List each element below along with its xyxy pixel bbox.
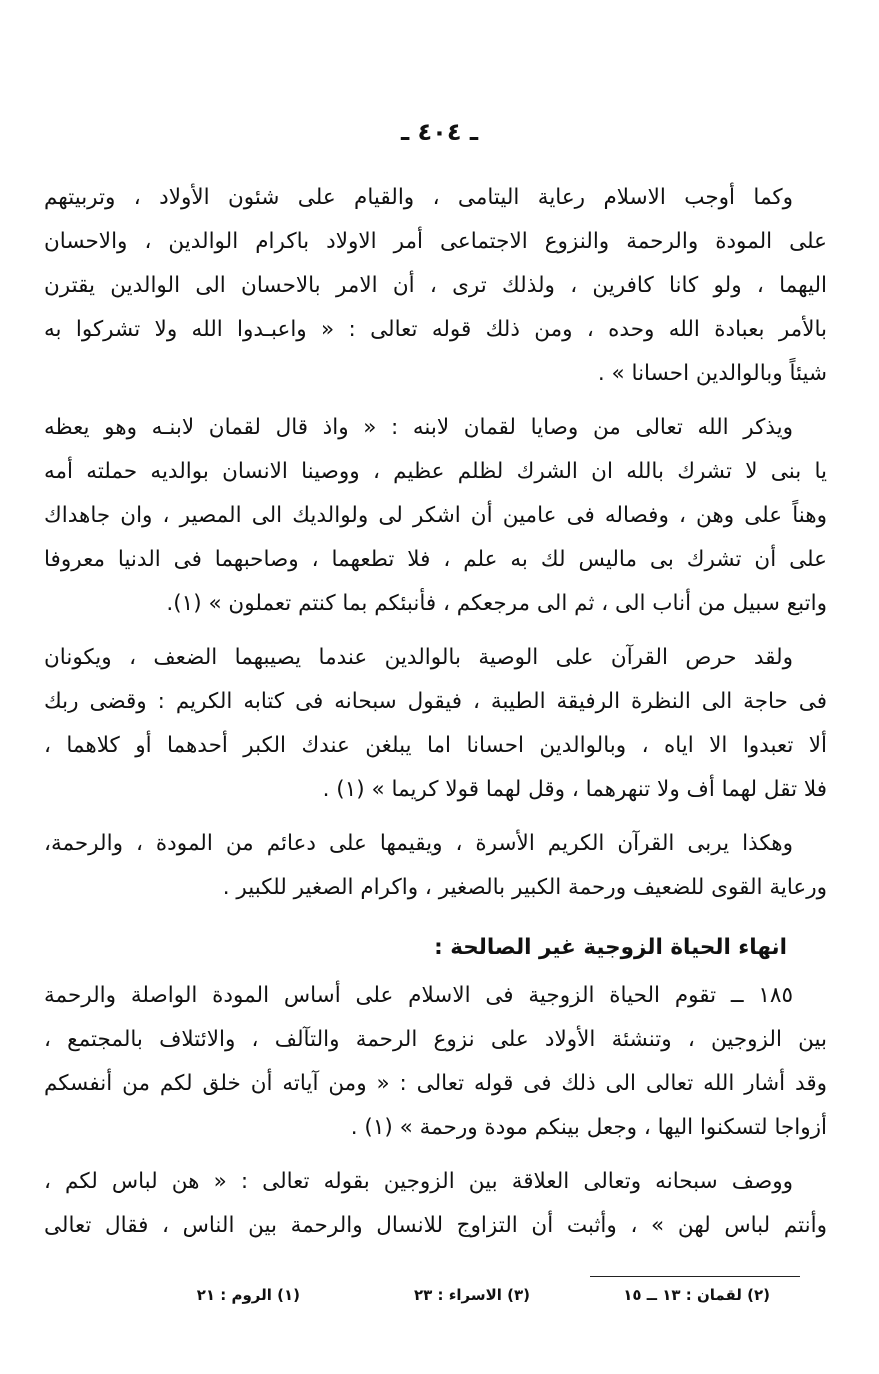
text-line: ويذكر الله تعالى من وصايا لقمان لابنه : « واذ قال لقمان لابنـه وهو يعظه bbox=[44, 415, 793, 440]
text-line: وهكذا يربى القرآن الكريم الأسرة ، ويقيمها على دعائم من المودة ، والرحمة، bbox=[44, 831, 793, 856]
text-line: اليهما ، ولو كانا كافرين ، ولذلك ترى ، أن الامر بالاحسان الى الوالدين يقترن bbox=[44, 273, 827, 298]
footnote: (١) الروم : ٢١ bbox=[196, 1286, 300, 1304]
text-line: وكما أوجب الاسلام رعاية اليتامى ، والقيام على شئون الأولاد ، وتربيتهم bbox=[44, 185, 793, 210]
text-line: ألا تعبدوا الا اياه ، وبالوالدين احسانا اما يبلغن عندك الكبر أحدهما أو كلاهما ، bbox=[44, 733, 827, 758]
paragraph-2 bbox=[44, 406, 827, 626]
footnote-divider bbox=[590, 1276, 800, 1277]
text-line: يا بنى لا تشرك بالله ان الشرك لظلم عظيم ، ووصينا الانسان بوالديه حملته أمه bbox=[44, 459, 827, 484]
text-line: ووصف سبحانه وتعالى العلاقة بين الزوجين بقوله تعالى : « هن لباس لكم ، bbox=[44, 1169, 793, 1194]
paragraph-gap bbox=[44, 1150, 827, 1160]
text-line: وأنتم لباس لهن » ، وأثبت أن التزاوج للانسال والرحمة بين الناس ، فقال تعالى bbox=[44, 1213, 827, 1238]
text-line: ولقد حرص القرآن على الوصية بالوالدين عندما يصيبهما الضعف ، ويكونان bbox=[44, 645, 793, 670]
text-line: بالأمر بعبادة الله وحده ، ومن ذلك قوله تعالى : « واعبـدوا الله ولا تشركوا به bbox=[44, 317, 827, 342]
paragraph-5 bbox=[44, 974, 827, 1150]
text-line: على أن تشرك بى ماليس لك به علم ، فلا تطعهما ، وصاحبهما فى الدنيا معروفا bbox=[44, 547, 827, 572]
text-line: ورعاية القوى للضعيف ورحمة الكبير بالصغير ، واكرام الصغير للكبير . bbox=[222, 875, 827, 900]
text-line: على المودة والرحمة والنزوع الاجتماعى أمر الاولاد باكرام الوالدين ، والاحسان bbox=[44, 229, 827, 254]
text-line: فلا تقل لهما أف ولا تنهرهما ، وقل لهما قولا كريما » (١) . bbox=[322, 777, 827, 802]
text-line: فى حاجة الى النظرة الرفيقة الطيبة ، فيقول سبحانه فى كتابه الكريم : وقضى ربك bbox=[44, 689, 827, 714]
footnotes bbox=[170, 1286, 770, 1316]
paragraph-gap bbox=[44, 396, 827, 406]
paragraph-gap bbox=[44, 812, 827, 822]
text-line: بين الزوجين ، وتنشئة الأولاد على نزوع الرحمة والتآلف ، والائتلاف بالمجتمع ، bbox=[44, 1027, 827, 1052]
text-line: وهناً على وهن ، وفصاله فى عامين أن اشكر لى ولوالديك الى المصير ، وان جاهداك bbox=[44, 503, 827, 528]
text-line: واتبع سبيل من أناب الى ، ثم الى مرجعكم ، فأنبئكم بما كنتم تعملون » (١). bbox=[166, 591, 827, 616]
footnote: (٢) لقمان : ١٣ ــ ١٥ bbox=[623, 1286, 770, 1304]
paragraph-3 bbox=[44, 636, 827, 812]
text-line: وقد أشار الله تعالى الى ذلك فى قوله تعالى : « ومن آياته أن خلق لكم من أنفسكم bbox=[44, 1071, 827, 1096]
body-text bbox=[44, 176, 827, 1248]
text-line: أزواجا لتسكنوا اليها ، وجعل بينكم مودة ورحمة » (١) . bbox=[350, 1115, 827, 1140]
paragraph-6 bbox=[44, 1160, 827, 1248]
text-line: ١٨٥ ــ تقوم الحياة الزوجية فى الاسلام على أساس المودة الواصلة والرحمة bbox=[44, 983, 793, 1008]
page-number: ـ ٤٠٤ ـ bbox=[400, 118, 479, 146]
text-line: شيئاً وبالوالدين احسانا » . bbox=[597, 361, 827, 386]
section-heading: انهاء الحياة الزوجية غير الصالحة : bbox=[434, 935, 787, 960]
footnote: (٣) الاسراء : ٢٣ bbox=[413, 1286, 530, 1304]
paragraph-4 bbox=[44, 822, 827, 910]
paragraph-gap bbox=[44, 626, 827, 636]
paragraph-1 bbox=[44, 176, 827, 396]
